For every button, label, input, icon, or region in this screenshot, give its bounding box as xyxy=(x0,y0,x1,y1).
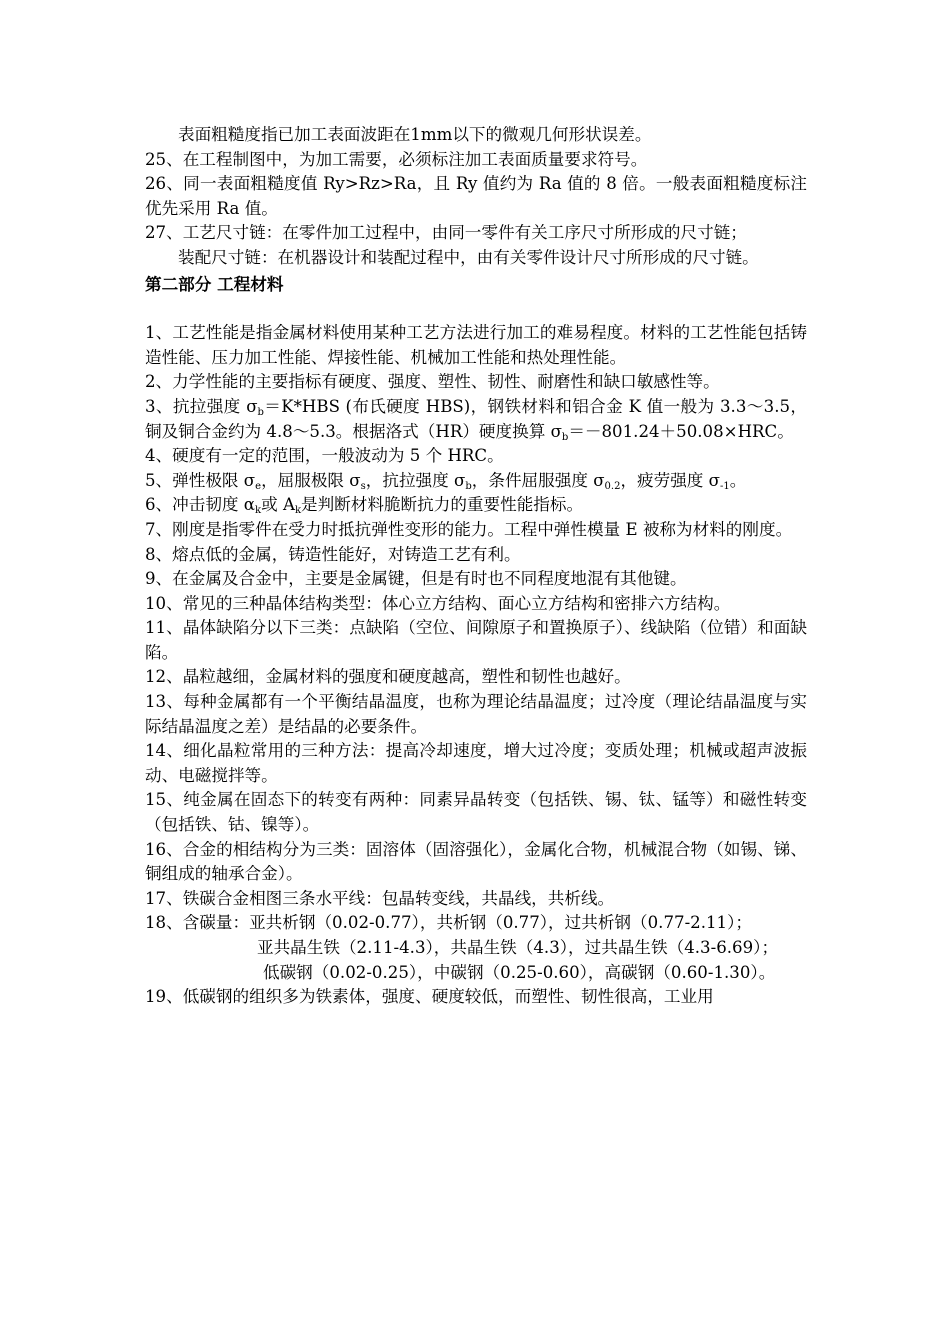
item-10: 10、常见的三种晶体结构类型：体心立方结构、面心立方结构和密排六方结构。 xyxy=(145,593,731,613)
item-14: 14、细化晶粒常用的三种方法：提高冷却速度，增大过冷度；变质处理；机械或超声波振动、电磁搅拌等。 xyxy=(145,741,807,785)
item-5-subscript-s: s xyxy=(360,480,366,492)
item-5-text-d: ，条件屈服强度 σ xyxy=(471,470,605,490)
paragraph-26: 26、同一表面粗糙度值 Ry>Rz>Ra，且 Ry 值约为 Ra 值的 8 倍。一般表面粗糙度标注优先采用 Ra 值。 xyxy=(145,174,807,218)
item-5-subscript-b: b xyxy=(465,480,472,492)
paragraph-surface-roughness: 表面粗糙度指已加工表面波距在1mm以下的微观几何形状误差。 xyxy=(178,125,652,144)
item-5 xyxy=(145,469,807,494)
item-3-text-b: ＝K*HBS (布氏硬度 HBS)，钢铁材料和铝合金 K 值一般为 3.3～3.5，铜及铜合金约为 4.8～5.3。根据洛式（HR）硬度换算 σ xyxy=(145,396,807,441)
item-2: 2、力学性能的主要指标有硬度、强度、塑性、韧性、耐磨性和缺口敏感性等。 xyxy=(145,372,720,392)
item-9: 9、在金属及合金中，主要是金属键，但是有时也不同程度地混有其他键。 xyxy=(145,569,687,589)
item-5-subscript-02: 0.2 xyxy=(604,480,621,492)
item-11: 11、晶体缺陷分以下三类：点缺陷（空位、间隙原子和置换原子）、线缺陷（位错）和面缺陷。 xyxy=(145,618,807,662)
item-12: 12、晶粒越细，金属材料的强度和硬度越高，塑性和韧性也越好。 xyxy=(145,667,631,687)
item-4: 4、硬度有一定的范围，一般波动为 5 个 HRC。 xyxy=(145,446,504,466)
item-3-subscript-b2: b xyxy=(561,431,569,443)
item-3-text-a: 3、抗拉强度 σ xyxy=(145,396,258,416)
item-5-text-c: ，抗拉强度 σ xyxy=(365,470,466,490)
paragraph-27-assembly: 装配尺寸链：在机器设计和装配过程中，由有关零件设计尺寸所形成的尺寸链。 xyxy=(178,247,759,267)
item-16: 16、合金的相结构分为三类：固溶体（固溶强化），金属化合物，机械混合物（如锡、锑、铜组成的轴承合金）。 xyxy=(145,839,807,884)
item-7: 7、刚度是指零件在受力时抵抗弹性变形的能力。工程中弹性模量 E 被称为材料的刚度。 xyxy=(145,519,793,539)
item-5-text-f: 。 xyxy=(729,470,747,490)
item-6-subscript-k2: k xyxy=(294,505,301,517)
item-5-subscript-e: e xyxy=(255,480,262,492)
item-18-carbon-steel: 低碳钢（0.02-0.25），中碳钢（0.25-0.60），高碳钢（0.60-1.30）。 xyxy=(263,962,776,982)
paragraph-27: 27、工艺尺寸链：在零件加工过程中，由同一零件有关工序尺寸所形成的尺寸链； xyxy=(145,223,747,243)
item-6-text-c: 是判断材料脆断抗力的重要性能指标。 xyxy=(301,495,584,515)
paragraph-25: 25、在工程制图中，为加工需要，必须标注加工表面质量要求符号。 xyxy=(145,149,648,169)
item-6-text-a: 6、冲击韧度 α xyxy=(145,495,256,515)
item-3-subscript-b: b xyxy=(257,406,264,418)
item-18-hypo-eutectoid: 18、含碳量：亚共析钢（0.02-0.77），共析钢（0.77），过共析钢（0.77-2.11）； xyxy=(145,913,753,933)
item-17: 17、铁碳合金相图三条水平线：包晶转变线，共晶线，共析线。 xyxy=(145,888,615,908)
item-5-text-a: 5、弹性极限 σ xyxy=(145,470,256,490)
item-8: 8、熔点低的金属，铸造性能好，对铸造工艺有利。 xyxy=(145,544,521,564)
item-18-cast-iron: 亚共晶生铁（2.11-4.3），共晶生铁（4.3），过共晶生铁（4.3-6.69）； xyxy=(257,938,779,957)
item-19: 19、低碳钢的组织多为铁素体，强度、硬度较低，而塑性、韧性很高，工业用 xyxy=(145,987,714,1007)
item-6-subscript-k: k xyxy=(255,505,262,517)
document-body xyxy=(145,123,807,1010)
item-5-text-e: ，疲劳强度 σ xyxy=(620,470,721,490)
item-15: 15、纯金属在固态下的转变有两种：同素异晶转变（包括铁、锡、钛、锰等）和磁性转变（包括铁、钴、镍等）。 xyxy=(145,790,807,835)
item-3-text-c: ＝－801.24＋50.08×HRC。 xyxy=(568,421,794,441)
item-6-text-b: 或 A xyxy=(261,495,295,515)
item-5-subscript-minus1: -1 xyxy=(720,480,730,492)
item-1: 1、工艺性能是指金属材料使用某种工艺方法进行加工的难易程度。材料的工艺性能包括铸造性能、压力加工性能、焊接性能、机械加工性能和热处理性能。 xyxy=(145,323,807,367)
item-6 xyxy=(145,493,807,518)
section-title: 第二部分 工程材料 xyxy=(145,274,284,294)
item-5-text-b: ，屈服极限 σ xyxy=(261,470,361,490)
item-3 xyxy=(145,395,807,444)
item-13: 13、每种金属都有一个平衡结晶温度，也称为理论结晶温度；过冷度（理论结晶温度与实际结晶温度之差）是结晶的必要条件。 xyxy=(145,692,807,736)
